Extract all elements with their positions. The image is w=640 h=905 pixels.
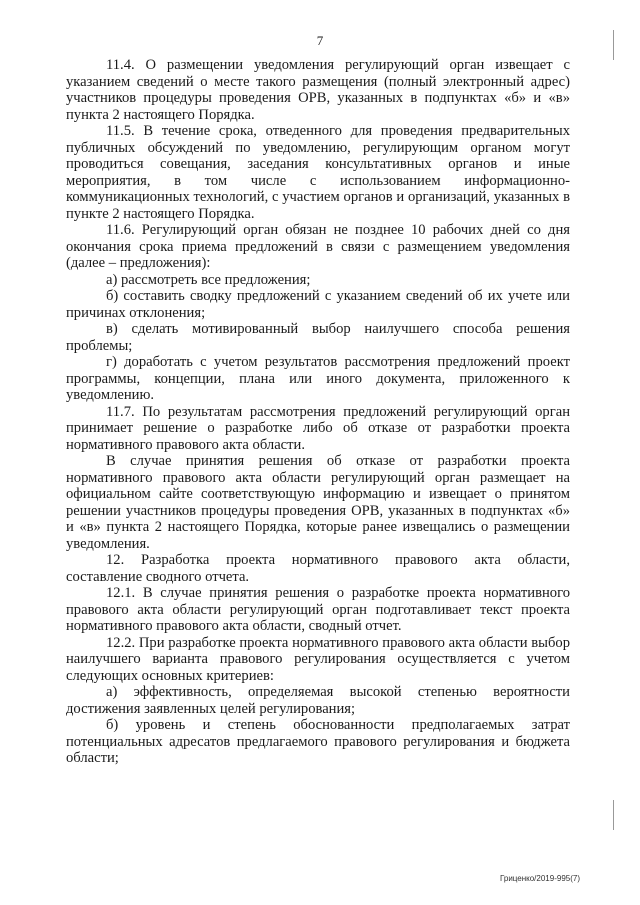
- margin-mark-top: [613, 30, 614, 60]
- paragraph-11-6-v: в) сделать мотивированный выбор наилучшего способа решения проблемы;: [66, 321, 570, 354]
- paragraph-12-2-b: б) уровень и степень обоснованности предполагаемых затрат потенциальных адресатов предлагаемого правового регулирования и бюджета области;: [66, 717, 570, 766]
- paragraph-11-4: 11.4. О размещении уведомления регулирующий орган извещает с указанием сведений о месте такого размещения (полный электронный адрес) участников процедуры проведения ОРВ, указанных в подпунктах «б» и «в» пункта 2 настоящего Порядка.: [66, 57, 570, 123]
- page-number: 7: [316, 33, 324, 48]
- paragraph-12-1: 12.1. В случае принятия решения о разработке проекта нормативного правового акта области регулирующий орган подготавливает текст проекта нормативного правового акта области, сводный отчет.: [66, 585, 570, 634]
- paragraph-12-2: 12.2. При разработке проекта нормативного правового акта области выбор наилучшего варианта правового регулирования осуществляется с учетом следующих основных критериев:: [66, 634, 570, 684]
- footer-document-code: Гриценко/2019-995(7): [499, 874, 580, 883]
- paragraph-12-2-a: а) эффективность, определяемая высокой степенью вероятности достижения заявленных целей регулирования;: [66, 684, 570, 717]
- paragraph-12-heading: 12. Разработка проекта нормативного правового акта области, составление сводного отчета.: [66, 552, 570, 585]
- paragraph-11-7-refusal: В случае принятия решения об отказе от разработки проекта нормативного правового акта области регулирующий орган размещает на официальном сайте соответствующую информацию и извещает о принятом решении участников процедуры проведения ОРВ, указанных в подпунктах «б» и «в» пункта 2 настоящего Порядка, которые ранее извещались о размещении уведомления.: [66, 453, 570, 552]
- paragraph-11-7: 11.7. По результатам рассмотрения предложений регулирующий орган принимает решение о разработке либо об отказе от разработки проекта нормативного правового акта области.: [66, 403, 570, 453]
- paragraph-11-5: 11.5. В течение срока, отведенного для проведения предварительных публичных обсуждений по уведомлению, регулирующим органом могут проводиться совещания, заседания консультативных органов и иные мероприятия, в том числе с использованием информационно-коммуникационных технологий, с участием органов и организаций, указанных в пункте 2 настоящего Порядка.: [66, 123, 570, 222]
- paragraph-11-6: 11.6. Регулирующий орган обязан не позднее 10 рабочих дней со дня окончания срока приема предложений в связи с размещением уведомления (далее – предложения):: [66, 222, 570, 271]
- paragraph-11-6-g: г) доработать с учетом результатов рассмотрения предложений проект программы, концепции, плана или иного документа, приложенного к уведомлению.: [66, 354, 570, 403]
- paragraph-11-6-b: б) составить сводку предложений с указанием сведений об их учете или причинах отклонения;: [66, 288, 570, 321]
- margin-mark-bottom: [613, 800, 614, 830]
- paragraph-11-6-a: а) рассмотреть все предложения;: [106, 271, 311, 288]
- document-body: [66, 57, 570, 767]
